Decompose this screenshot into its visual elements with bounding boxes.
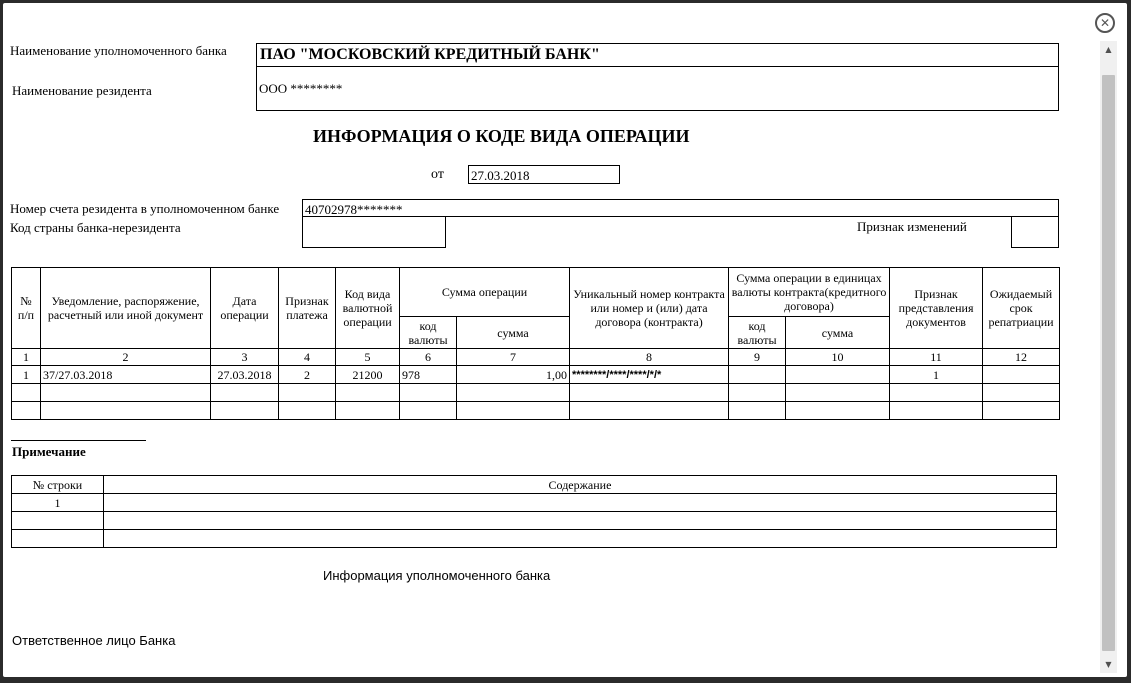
bank-name-value: ПАО "МОСКОВСКИЙ КРЕДИТНЫЙ БАНК" (260, 46, 600, 63)
cell-currency-code: 978 (400, 366, 457, 384)
scroll-down-arrow-icon[interactable]: ▼ (1105, 660, 1112, 669)
notes-cell-row-num (12, 512, 104, 530)
header-contract-currency-code: код валюты (729, 317, 786, 349)
column-number: 10 (786, 349, 890, 366)
cell-code: 21200 (336, 366, 400, 384)
column-number: 11 (890, 349, 983, 366)
cell-num: 1 (12, 366, 41, 384)
change-sign-value (1011, 216, 1059, 248)
column-number: 6 (400, 349, 457, 366)
table-row (12, 530, 1057, 548)
date-label: от (431, 167, 444, 182)
cell-contract-amount (786, 384, 890, 402)
scrollbar-thumb[interactable] (1102, 75, 1115, 651)
cell-amount: 1,00 (457, 366, 570, 384)
column-number: 2 (41, 349, 211, 366)
table-row (12, 402, 1060, 420)
cell-amount (457, 384, 570, 402)
notes-cell-row-num: 1 (12, 494, 104, 512)
header-sum-group: Сумма операции (400, 268, 570, 317)
header-sign: Признак платежа (279, 268, 336, 349)
cell-contract (570, 384, 729, 402)
scroll-up-arrow-icon[interactable]: ▲ (1105, 45, 1112, 54)
notes-cell-content (104, 530, 1057, 548)
vertical-scrollbar[interactable] (1100, 41, 1117, 673)
notes-title: Примечание (12, 444, 86, 459)
close-icon: ✕ (1099, 16, 1111, 30)
cell-date (211, 384, 279, 402)
column-number: 7 (457, 349, 570, 366)
cell-code (336, 384, 400, 402)
header-docs: Признак представления документов (890, 268, 983, 349)
cell-date (211, 402, 279, 420)
header-box-divider (257, 66, 1058, 67)
cell-num (12, 402, 41, 420)
operations-table (11, 267, 1060, 420)
account-label: Номер счета резидента в уполномоченном банке (10, 201, 280, 216)
column-number: 12 (983, 349, 1060, 366)
cell-contract: ********/****/****/*/* (570, 366, 729, 384)
document-title: ИНФОРМАЦИЯ О КОДЕ ВИДА ОПЕРАЦИИ (313, 126, 690, 146)
column-number: 9 (729, 349, 786, 366)
cell-sign (279, 384, 336, 402)
country-code-label: Код страны банка-нерезидента (10, 220, 181, 235)
column-number: 3 (211, 349, 279, 366)
cell-contract (570, 402, 729, 420)
table-row (12, 494, 1057, 512)
cell-contract-amount (786, 366, 890, 384)
cell-amount (457, 402, 570, 420)
column-number: 4 (279, 349, 336, 366)
cell-notice (41, 402, 211, 420)
notes-cell-row-num (12, 530, 104, 548)
header-num: № п/п (12, 268, 41, 349)
table-row (12, 512, 1057, 530)
cell-sign (279, 402, 336, 420)
account-value: 40702978******* (302, 199, 1059, 217)
notes-divider (11, 440, 146, 441)
header-code: Код вида валютной операции (336, 268, 400, 349)
header-notice: Уведомление, распоряжение, расчетный или иной документ (41, 268, 211, 349)
header-contract-amount: сумма (786, 317, 890, 349)
header-repatriation: Ожидаемый срок репатриации (983, 268, 1060, 349)
column-number: 1 (12, 349, 41, 366)
header-currency-code: код валюты (400, 317, 457, 349)
notes-cell-content (104, 494, 1057, 512)
document-dialog (3, 3, 1127, 677)
notes-table (11, 475, 1057, 548)
close-button[interactable] (1095, 13, 1115, 33)
cell-contract-amount (786, 402, 890, 420)
cell-docs (890, 384, 983, 402)
header-date: Дата операции (211, 268, 279, 349)
notes-cell-content (104, 512, 1057, 530)
notes-header-row-num: № строки (12, 476, 104, 494)
cell-sign: 2 (279, 366, 336, 384)
resident-name-label: Наименование резидента (12, 83, 152, 98)
cell-notice (41, 384, 211, 402)
resident-name-value: ООО ******** (259, 81, 343, 96)
cell-contract-currency-code (729, 402, 786, 420)
cell-date: 27.03.2018 (211, 366, 279, 384)
cell-currency-code (400, 384, 457, 402)
cell-num (12, 384, 41, 402)
header-contract: Уникальный номер контракта или номер и (или) дата договора (контракта) (570, 268, 729, 349)
header-contract-sum-group: Сумма операции в единицах валюты контракта(кредитного договора) (729, 268, 890, 317)
column-number: 5 (336, 349, 400, 366)
table-row (12, 366, 1060, 384)
country-code-value (302, 216, 446, 248)
cell-code (336, 402, 400, 420)
cell-docs: 1 (890, 366, 983, 384)
cell-repatriation (983, 366, 1060, 384)
notes-header-content: Содержание (104, 476, 1057, 494)
cell-contract-currency-code (729, 384, 786, 402)
bank-name-label: Наименование уполномоченного банка (10, 43, 227, 58)
cell-repatriation (983, 402, 1060, 420)
column-number: 8 (570, 349, 729, 366)
cell-docs (890, 402, 983, 420)
date-field: 27.03.2018 (468, 165, 620, 184)
responsible-person-label: Ответственное лицо Банка (12, 633, 176, 648)
cell-contract-currency-code (729, 366, 786, 384)
cell-currency-code (400, 402, 457, 420)
header-amount: сумма (457, 317, 570, 349)
table-row (12, 384, 1060, 402)
cell-repatriation (983, 384, 1060, 402)
cell-notice: 37/27.03.2018 (41, 366, 211, 384)
bank-info-label: Информация уполномоченного банка (323, 568, 551, 583)
change-sign-label: Признак изменений (857, 219, 967, 234)
header-box (256, 43, 1059, 111)
